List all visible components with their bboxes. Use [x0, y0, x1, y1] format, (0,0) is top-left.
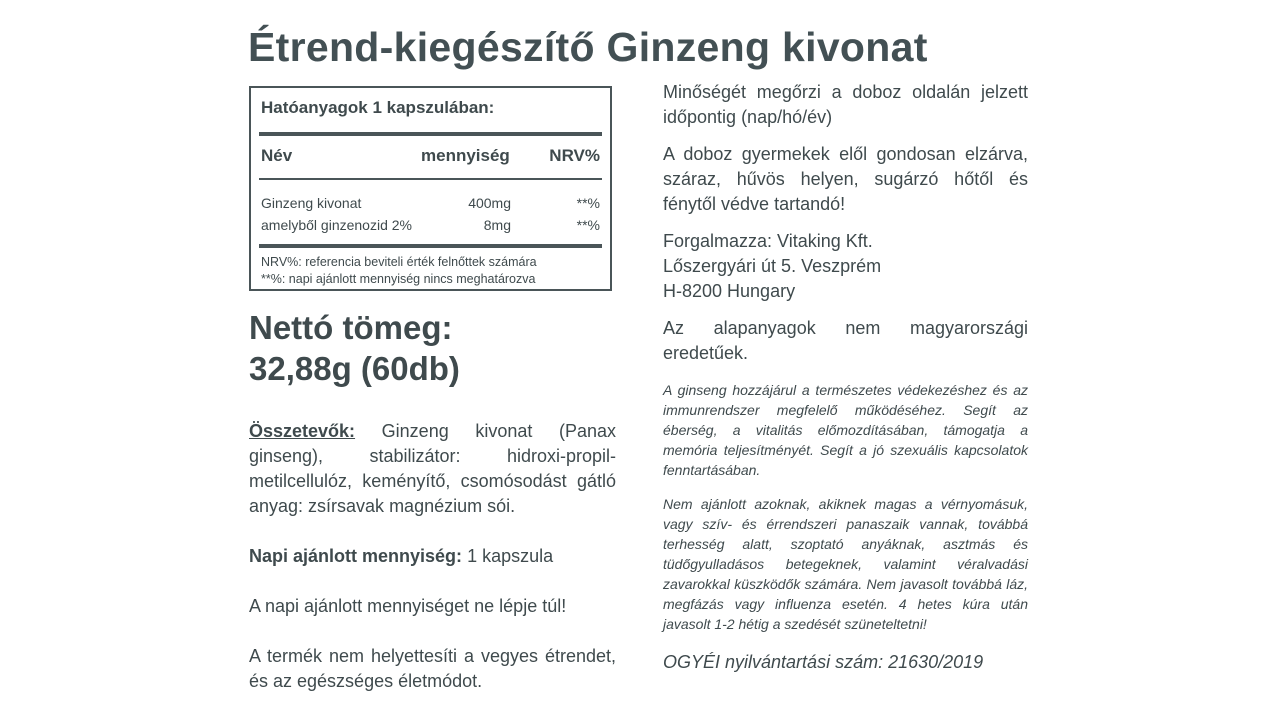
- daily-dose: [249, 544, 616, 569]
- table-row: [261, 192, 600, 214]
- ingredients-label: Összetevők:: [249, 421, 356, 441]
- table-row: [261, 214, 600, 236]
- contraindications: Nem ajánlott azoknak, akiknek magas a vérnyomásuk, vagy szív- és érrendszeri panaszaik vannak, továbbá terhesség alatt, szoptató anyáknak, asztmás és tüdőgyulladásos betegeknek, valamint véralvadási zavarokkal küszködők számára. Nem javasolt továbbá láz, megfázás vagy influenza esetén. 4 hetes kúra után javasolt 1-2 hétig a szedését szüneteltetni!: [663, 496, 1028, 632]
- storage-instructions: A doboz gyermekek elől gondosan elzárva, száraz, hűvös helyen, sugárzó hőtől és fénytől védve tartandó!: [663, 144, 1028, 214]
- registration-number: OGYÉI nyilvántartási szám: 21630/2019: [663, 652, 984, 672]
- product-title: Étrend-kiegészítő Ginzeng kivonat: [248, 24, 928, 70]
- table-rule: [259, 132, 602, 136]
- ingredient-amount: 400mg: [468, 195, 511, 211]
- ingredient-amount: 8mg: [483, 217, 511, 233]
- net-weight-label: Nettó tömeg:: [249, 309, 453, 346]
- column-header-amount: mennyiség: [421, 146, 510, 165]
- ingredients: [249, 419, 616, 519]
- footnote-nrv: NRV%: referencia beviteli érték felnőttek számára: [261, 255, 537, 269]
- table-rule: [259, 244, 602, 248]
- ingredients-text: Ginzeng kivonat (Panax ginseng), stabilizátor: hidroxi-propil-metilcellulóz, keményítő, csomósodást gátló anyag: zsírsavak magnézium sói.: [249, 421, 616, 516]
- right-column: [663, 80, 1028, 673]
- daily-dose-label: Napi ajánlott mennyiség:: [249, 546, 463, 566]
- table-footnotes: [261, 254, 600, 288]
- net-weight: [249, 307, 616, 389]
- ingredient-name: amelyből ginzenozid 2%: [261, 217, 412, 233]
- best-before: Minőségét megőrzi a doboz oldalán jelzett időpontig (nap/hó/év): [663, 82, 1028, 127]
- net-weight-value: 32,88g (60db): [249, 350, 460, 387]
- disclaimer: A termék nem helyettesíti a vegyes étrendet, és az egészséges életmódot.: [249, 646, 616, 691]
- active-ingredients-table: [249, 86, 612, 291]
- table-header-row: [261, 146, 600, 172]
- table-heading: Hatóanyagok 1 kapszulában:: [261, 98, 495, 117]
- column-header-name: Név: [261, 146, 293, 165]
- footnote-stars: **%: napi ajánlott mennyiség nincs meghatározva: [261, 272, 536, 286]
- daily-dose-value: 1 kapszula: [467, 546, 554, 566]
- ingredient-name: Ginzeng kivonat: [261, 195, 362, 211]
- left-column: [249, 86, 616, 694]
- column-header-nrv: NRV%: [549, 146, 600, 165]
- ingredient-nrv: **%: [576, 217, 600, 233]
- distributor: [663, 229, 1028, 304]
- distributor-name: Forgalmazza: Vitaking Kft.: [663, 231, 873, 251]
- distributor-address: Lőszergyári út 5. Veszprém: [663, 256, 882, 276]
- ingredient-nrv: **%: [576, 195, 600, 211]
- distributor-country: H-8200 Hungary: [663, 281, 796, 301]
- dose-warning: A napi ajánlott mennyiséget ne lépje túl!: [249, 596, 567, 616]
- health-claim: A ginseng hozzájárul a természetes védekezéshez és az immunrendszer megfelelő működéséhez. Segít az éberség, a vitalitás előmozdításában, támogatja a memória teljesítményét. Segít a jó szexuális kapcsolatok fenntartásában.: [663, 382, 1028, 478]
- origin-note: Az alapanyagok nem magyarországi eredetűek.: [663, 318, 1028, 363]
